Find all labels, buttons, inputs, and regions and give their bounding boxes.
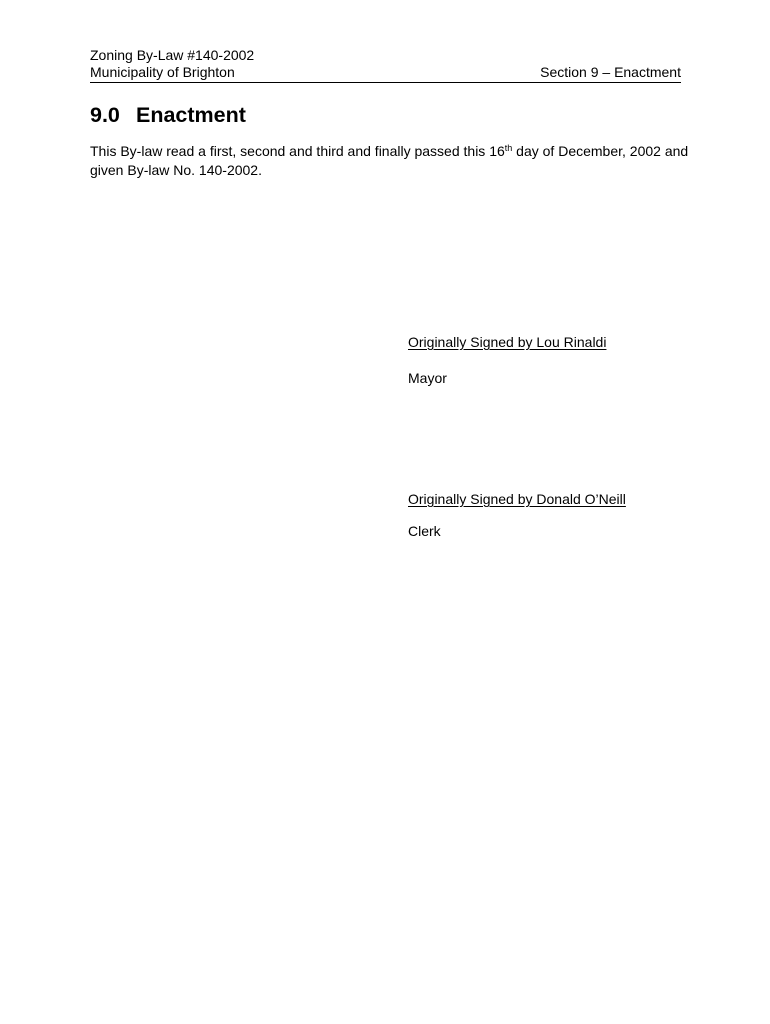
section-heading <box>90 102 246 128</box>
municipality-name: Municipality of Brighton <box>90 64 235 80</box>
mayor-title: Mayor <box>408 370 447 386</box>
enactment-text-part2: day of December, 2002 and given By-law No. 140-2002. <box>90 143 689 178</box>
enactment-paragraph <box>90 142 690 180</box>
section-label: Section 9 – Enactment <box>540 64 681 80</box>
enactment-text-part1: This By-law read a first, second and third and finally passed this 16 <box>90 143 505 159</box>
section-number: 9.0 <box>90 103 120 127</box>
clerk-signature-line: Originally Signed by Donald O’Neill <box>408 491 626 507</box>
mayor-signature-line: Originally Signed by Lou Rinaldi <box>408 334 607 350</box>
enactment-ordinal-suffix: th <box>504 143 513 153</box>
page-header <box>90 47 681 83</box>
document-title: Zoning By-Law #140-2002 <box>90 47 255 63</box>
header-left <box>90 47 254 81</box>
section-title: Enactment <box>136 103 246 127</box>
clerk-title: Clerk <box>408 523 441 539</box>
